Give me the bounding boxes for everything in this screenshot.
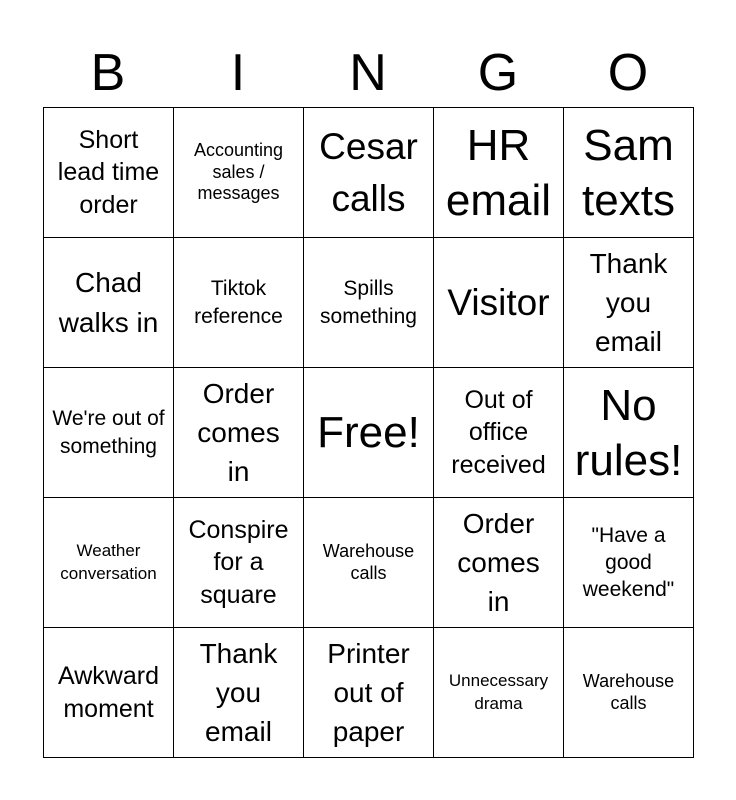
cell-text: Sam texts [582,120,675,225]
cell-text: Printer out of paper [327,637,410,748]
cell-text: Warehouse calls [582,670,675,713]
bingo-cell[interactable] [434,238,564,368]
bingo-cell[interactable] [174,238,304,368]
bingo-cell[interactable] [434,368,564,498]
cell-text: Warehouse calls [322,540,415,583]
cell-text: Awkward moment [58,662,159,723]
cell-text: HR email [445,120,552,225]
bingo-cell[interactable] [434,498,564,628]
cell-text: No rules! [574,380,683,485]
bingo-cell[interactable] [174,498,304,628]
bingo-cell[interactable] [564,108,694,238]
bingo-cell[interactable] [434,628,564,758]
cell-text: Order comes in [197,377,280,488]
header-letter-g: G [477,44,519,102]
bingo-cell[interactable] [564,238,694,368]
bingo-cell[interactable] [564,498,694,628]
bingo-cell[interactable] [564,628,694,758]
bingo-cell[interactable] [304,238,434,368]
header-letter-n: N [349,44,387,102]
cell-text: Short lead time order [57,125,160,219]
cell-text: Unnecessary drama [448,670,549,713]
bingo-cell[interactable] [564,368,694,498]
bingo-cell[interactable] [304,108,434,238]
bingo-cell[interactable] [44,238,174,368]
bingo-cell[interactable] [174,108,304,238]
bingo-cell[interactable] [304,498,434,628]
cell-text: We're out of something [52,407,165,458]
header-letter-b: B [90,44,126,102]
cell-text: Visitor [447,281,550,323]
cell-text: Thank you email [589,247,668,358]
bingo-cell[interactable] [44,498,174,628]
bingo-cell[interactable] [304,368,434,498]
header-letter-o: O [607,44,649,102]
bingo-cell[interactable] [304,628,434,758]
bingo-cell[interactable] [44,628,174,758]
cell-text: Conspire for a square [188,515,289,609]
bingo-cell[interactable] [174,368,304,498]
header-letter-i: I [230,44,246,102]
cell-text: Free! [317,408,420,457]
bingo-cell[interactable] [44,108,174,238]
cell-text: Out of office received [451,385,546,479]
bingo-cell[interactable] [44,368,174,498]
bingo-cell[interactable] [434,108,564,238]
cell-text: Tiktok reference [194,277,283,328]
cell-text: Accounting sales / messages [193,140,284,204]
cell-text: "Have a good weekend" [582,523,675,602]
cell-text: Thank you email [199,637,278,748]
cell-text: Cesar calls [319,125,418,219]
cell-text: Chad walks in [58,267,159,338]
bingo-cell[interactable] [174,628,304,758]
cell-text: Order comes in [457,507,540,618]
bingo-grid [43,107,694,758]
cell-text: Spills something [320,277,417,328]
cell-text: Weather conversation [60,540,157,583]
bingo-header [43,40,693,106]
